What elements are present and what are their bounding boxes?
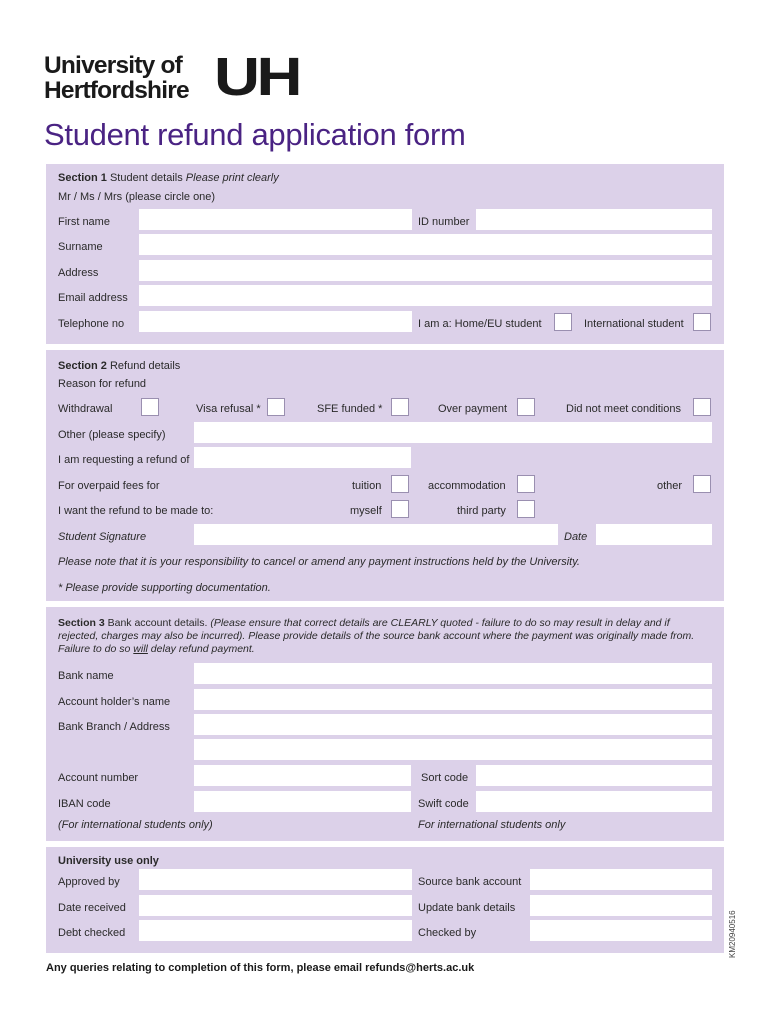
third-party-label: third party (457, 505, 506, 517)
reason-label: Reason for refund (58, 378, 147, 390)
university-use-heading: University use only (58, 855, 159, 867)
bank-name-field[interactable] (194, 663, 712, 684)
date-label: Date (564, 531, 588, 543)
over-payment-label: Over payment (438, 403, 508, 415)
over-payment-checkbox[interactable] (517, 398, 535, 416)
first-name-label: First name (58, 216, 110, 228)
salutation-label: Mr / Ms / Mrs (please circle one) (58, 191, 216, 203)
update-bank-label: Update bank details (418, 902, 516, 914)
other-fees-checkbox[interactable] (693, 475, 711, 493)
surname-label: Surname (58, 241, 103, 253)
tuition-label: tuition (352, 480, 382, 492)
section-2-heading: Section 2 Refund details (58, 360, 181, 372)
section-1-heading: Section 1 Student details Please print clearly (58, 172, 279, 184)
uh-logo-mark: UH (214, 47, 299, 107)
footer-contact: Any queries relating to completion of this form, please email refunds@herts.ac.uk (46, 962, 475, 974)
sort-code-label: Sort code (421, 772, 469, 784)
account-number-label: Account number (58, 772, 139, 784)
bank-branch-label: Bank Branch / Address (58, 721, 170, 733)
form-code: KM20940516 (728, 910, 737, 958)
withdrawal-checkbox[interactable] (141, 398, 159, 416)
international-student-label: International student (584, 318, 684, 330)
bank-address-field[interactable] (194, 739, 712, 760)
id-number-label: ID number (418, 216, 470, 228)
accommodation-label: accommodation (428, 480, 506, 492)
refund-amount-field[interactable] (194, 447, 411, 468)
iban-field[interactable] (194, 791, 411, 812)
visa-refusal-label: Visa refusal * (196, 403, 261, 415)
email-label: Email address (58, 292, 128, 304)
sfe-funded-checkbox[interactable] (391, 398, 409, 416)
home-eu-student-label: I am a: Home/EU student (418, 318, 542, 330)
third-party-checkbox[interactable] (517, 500, 535, 518)
debt-checked-label: Debt checked (58, 927, 126, 939)
withdrawal-label: Withdrawal (58, 403, 113, 415)
approved-by-field[interactable] (139, 869, 412, 890)
surname-field[interactable] (139, 234, 712, 255)
other-specify-field[interactable] (194, 422, 712, 443)
other-fees-label: other (657, 480, 683, 492)
signature-field[interactable] (194, 524, 558, 545)
home-eu-student-checkbox[interactable] (554, 313, 572, 331)
swift-field[interactable] (476, 791, 712, 812)
address-label: Address (58, 267, 99, 279)
myself-label: myself (350, 505, 382, 517)
checked-by-field[interactable] (530, 920, 712, 941)
other-specify-label: Other (please specify) (58, 429, 166, 441)
section-student-details (46, 164, 724, 344)
account-holder-label: Account holder’s name (58, 696, 171, 708)
refund-amount-label: I am requesting a refund of (58, 454, 190, 466)
iban-note: (For international students only) (58, 819, 213, 831)
swift-label: Swift code (418, 798, 469, 810)
account-holder-field[interactable] (194, 689, 712, 710)
logo-line-1: University of (44, 52, 182, 79)
conditions-checkbox[interactable] (693, 398, 711, 416)
refund-recipient-label: I want the refund to be made to: (58, 505, 214, 517)
debt-checked-field[interactable] (139, 920, 412, 941)
signature-label: Student Signature (58, 531, 147, 543)
section-refund-details (46, 350, 724, 601)
sfe-funded-label: SFE funded * (317, 403, 383, 415)
first-name-field[interactable] (139, 209, 412, 230)
accommodation-checkbox[interactable] (517, 475, 535, 493)
account-number-field[interactable] (194, 765, 411, 786)
date-received-field[interactable] (139, 895, 412, 916)
university-logo-text (44, 53, 189, 103)
swift-note: For international students only (418, 819, 566, 831)
section-university-use (46, 847, 724, 953)
id-number-field[interactable] (476, 209, 712, 230)
myself-checkbox[interactable] (391, 500, 409, 518)
international-student-checkbox[interactable] (693, 313, 711, 331)
section-3-heading: Section 3 Bank account details. (Please ensure that correct details are CLEARLY quoted - failure to do so may result in delay and if rejected, charges may also be incurred). Please provide details of the source bank account where the payment was originally made from. Failure to do so will delay refund payment. (58, 617, 695, 655)
approved-by-label: Approved by (58, 876, 120, 888)
date-field[interactable] (596, 524, 712, 545)
bank-name-label: Bank name (58, 670, 114, 682)
telephone-field[interactable] (139, 311, 412, 332)
date-received-label: Date received (58, 902, 126, 914)
logo-line-2: Hertfordshire (44, 77, 189, 104)
tuition-checkbox[interactable] (391, 475, 409, 493)
responsibility-note: Please note that it is your responsibility to cancel or amend any payment instructions held by the University. (58, 556, 580, 568)
address-field[interactable] (139, 260, 712, 281)
section-bank-details (46, 607, 724, 841)
source-bank-field[interactable] (530, 869, 712, 890)
source-bank-label: Source bank account (418, 876, 522, 888)
conditions-label: Did not meet conditions (566, 403, 681, 415)
email-field[interactable] (139, 285, 712, 306)
documentation-note: * Please provide supporting documentation. (58, 582, 271, 594)
sort-code-field[interactable] (476, 765, 712, 786)
checked-by-label: Checked by (418, 927, 477, 939)
telephone-label: Telephone no (58, 318, 125, 330)
update-bank-field[interactable] (530, 895, 712, 916)
iban-label: IBAN code (58, 798, 111, 810)
page-title: Student refund application form (44, 117, 466, 152)
visa-refusal-checkbox[interactable] (267, 398, 285, 416)
overpaid-fees-label: For overpaid fees for (58, 480, 160, 492)
bank-branch-field[interactable] (194, 714, 712, 735)
